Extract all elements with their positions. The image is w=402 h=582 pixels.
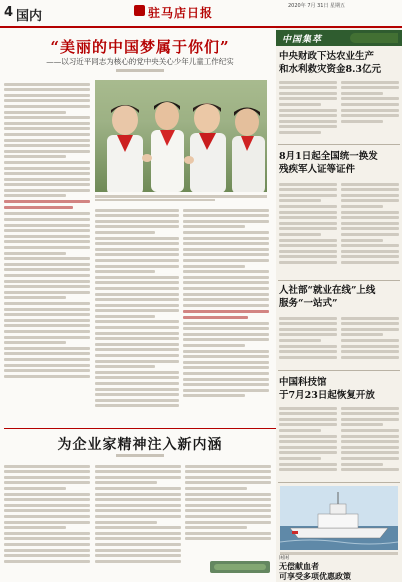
right-story-1-title: 中央财政下达农业生产 和水利救灾资金8.3亿元 — [279, 51, 382, 75]
right-story-4-text-b — [341, 404, 399, 482]
paper-logo: 驻马店日报 — [148, 6, 214, 20]
feature-text-col-3 — [183, 206, 269, 424]
logo-seal-icon — [134, 5, 145, 16]
right-bottom-story-title-2: 可享受多项优惠政策 — [279, 571, 351, 581]
issue-date: 2020年 7月 31日 星期五 — [288, 3, 346, 9]
footer-logo-image — [210, 560, 270, 574]
section-name: 国内 — [16, 9, 43, 24]
feature-text-col-1 — [4, 80, 90, 424]
bottom-story-byline — [100, 453, 180, 458]
feature-subtitle: ——以习近平同志为核心的党中央关心少年儿童工作纪实 — [46, 57, 234, 66]
page-number: 4 — [4, 5, 14, 20]
right-story-3-text-a — [279, 314, 337, 366]
ship-photo-caption — [280, 551, 398, 556]
photo-caption — [95, 194, 267, 202]
right-story-2-title: 8月1日起全国统一换发 残疾军人证等证件 — [279, 151, 378, 175]
feature-title: “美丽的中国梦属于你们” — [50, 38, 230, 56]
bottom-story-title: 为企业家精神注入新内涵 — [57, 437, 223, 453]
bottom-kicker: 闲闲 — [279, 555, 290, 561]
right-story-4-title: 中国科技馆 于7月23日起恢复开放 — [279, 377, 375, 401]
right-story-2-text-b — [341, 180, 399, 276]
feature-photo — [95, 80, 267, 192]
right-bottom-story-title: 无偿献血者 — [279, 561, 319, 571]
children-photo-image — [95, 80, 267, 192]
right-column-header-label: 中国集萃 — [282, 35, 323, 45]
right-story-3-text-b — [341, 314, 399, 366]
section-divider — [4, 428, 276, 429]
feature-text-col-2 — [95, 206, 179, 424]
right-story-3-title: 人社部“就业在线”上线 服务“一站式” — [279, 285, 376, 309]
story-divider — [278, 280, 400, 281]
story-divider — [278, 144, 400, 145]
story-divider — [278, 482, 400, 483]
right-story-2-text-a — [279, 180, 337, 276]
bottom-text-col-2 — [95, 462, 181, 580]
feature-byline — [100, 68, 180, 73]
ship-photo-image — [280, 486, 398, 550]
right-story-1-text-a — [279, 78, 337, 140]
right-story-1-text-b — [341, 78, 399, 140]
right-story-4-text-a — [279, 404, 337, 482]
bottom-text-col-1 — [4, 462, 90, 580]
story-divider — [278, 370, 400, 371]
bottom-text-col-3 — [185, 462, 271, 554]
header-decoration — [350, 33, 398, 43]
